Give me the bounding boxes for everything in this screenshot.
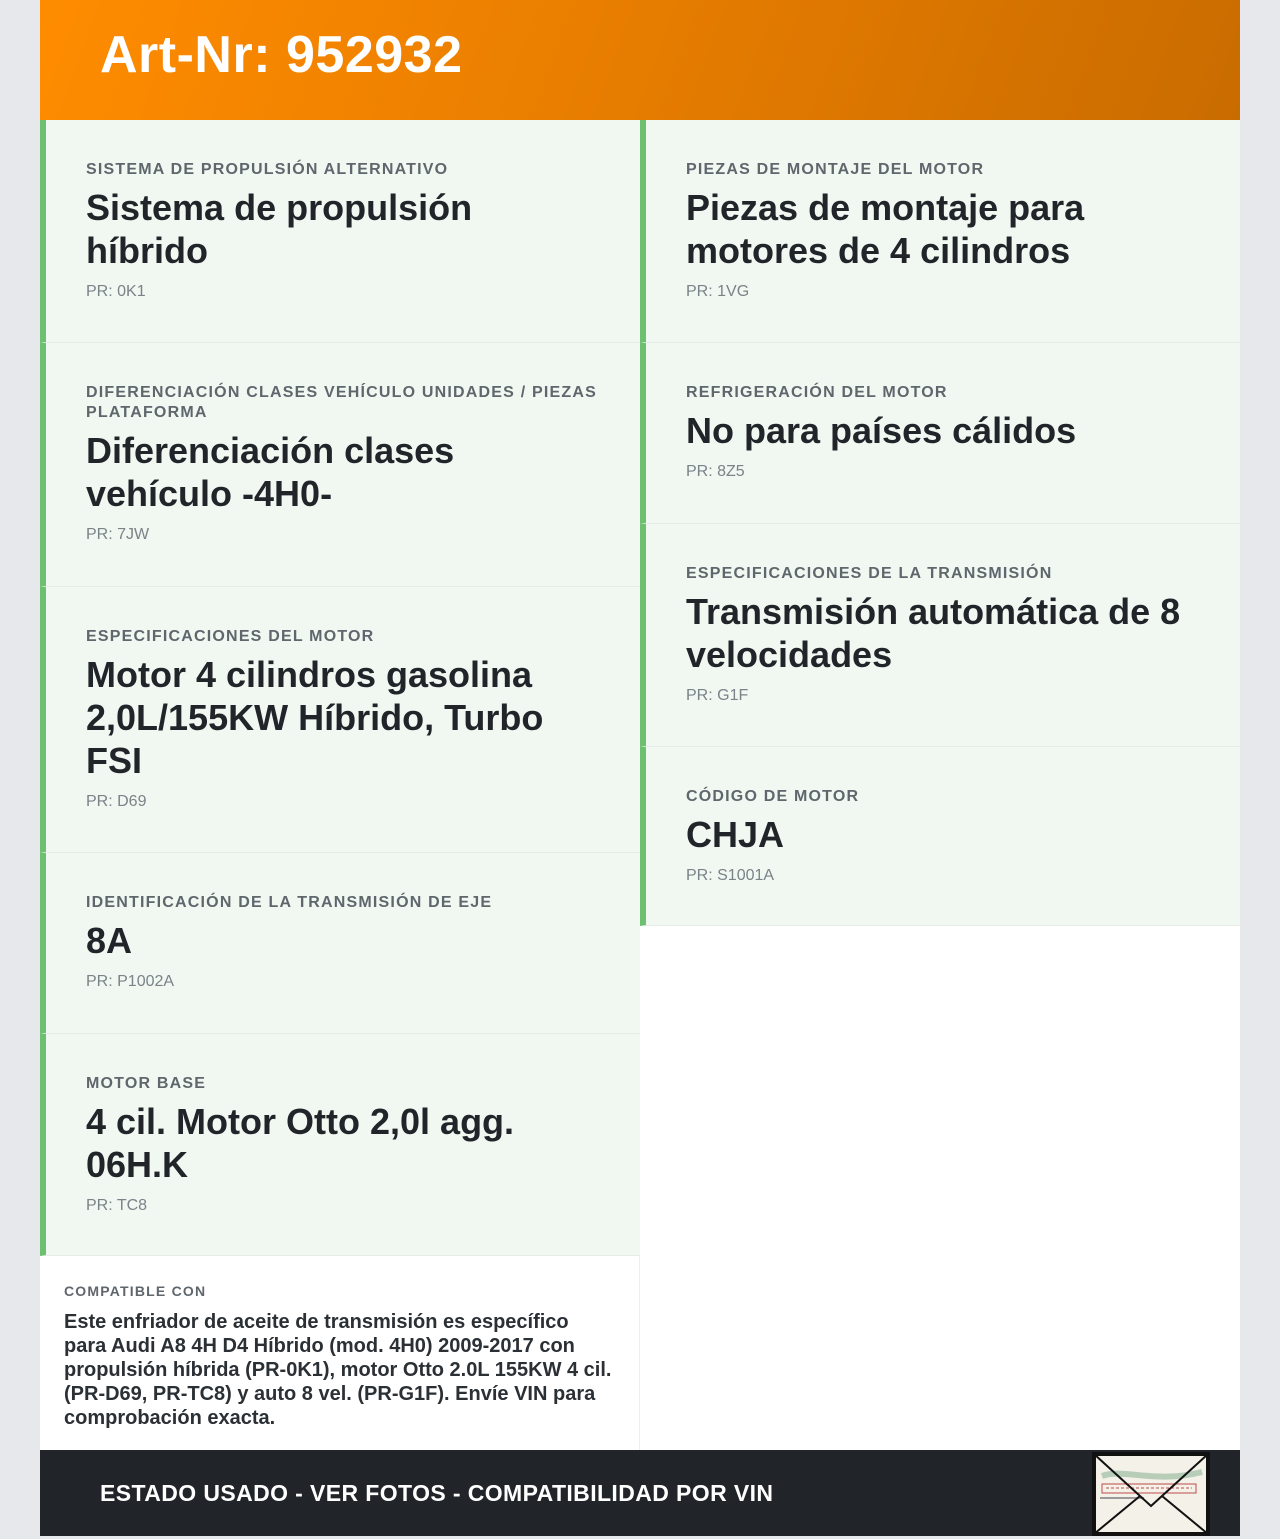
header-bar [40, 0, 1240, 120]
spec-column-right [640, 120, 1240, 926]
envelope-stamp-icon [1092, 1452, 1210, 1536]
spec-pr-code: PR: D69 [86, 793, 147, 810]
spec-card [640, 120, 1240, 343]
article-number-title: Art-Nr: 952932 [100, 26, 463, 84]
spec-label: IDENTIFICACIÓN DE LA TRANSMISIÓN DE EJE [86, 894, 493, 911]
spec-label: DIFERENCIACIÓN CLASES VEHÍCULO UNIDADES / PIEZAS PLATAFORMA [86, 384, 597, 421]
spec-label: ESPECIFICACIONES DEL MOTOR [86, 628, 375, 645]
spec-pr-code: PR: 1VG [686, 283, 750, 300]
spec-card [40, 120, 640, 343]
status-text: ESTADO USADO - VER FOTOS - COMPATIBILIDAD POR VIN [100, 1479, 774, 1506]
spec-card [40, 1034, 640, 1256]
spec-pr-code: PR: G1F [686, 687, 749, 704]
spec-label: REFRIGERACIÓN DEL MOTOR [686, 384, 948, 401]
spec-label: MOTOR BASE [86, 1075, 207, 1092]
compatibility-text: Este enfriador de aceite de transmisión es específico para Audi A8 4H D4 Híbrido (mod. 4H0) 2009-2017 con propulsión híbrida (PR-0K1), motor Otto 2.0L 155KW 4 cil. (PR-D69, PR-TC8) y auto 8 vel. (PR-G1F). Envíe VIN para comprobación exacta. [64, 1311, 612, 1429]
spec-column-left [40, 120, 640, 1256]
spec-value: 4 cil. Motor Otto 2,0l agg. 06H.K [86, 1101, 515, 1185]
spec-label: CÓDIGO DE MOTOR [686, 788, 860, 805]
spec-pr-code: PR: 8Z5 [686, 463, 745, 480]
spec-pr-code: PR: TC8 [86, 1197, 148, 1214]
spec-label: PIEZAS DE MONTAJE DEL MOTOR [686, 161, 985, 178]
spec-pr-code: PR: P1002A [86, 973, 175, 990]
compatibility-label: COMPATIBLE CON [64, 1283, 207, 1299]
spec-card [640, 524, 1240, 747]
compatibility-section [40, 1256, 640, 1450]
spec-value: Sistema de propulsión híbrido [86, 187, 473, 271]
spec-value: Piezas de montaje para motores de 4 cilindros [686, 187, 1085, 271]
spec-label: SISTEMA DE PROPULSIÓN ALTERNATIVO [86, 161, 449, 178]
spec-value: Diferenciación clases vehículo -4H0- [86, 430, 455, 514]
spec-value: CHJA [686, 814, 785, 855]
page [40, 0, 1240, 1536]
spec-value: Transmisión automática de 8 velocidades [686, 591, 1181, 675]
spec-card [640, 747, 1240, 926]
spec-value: No para países cálidos [686, 410, 1077, 451]
spec-value: 8A [86, 920, 133, 961]
spec-card [640, 343, 1240, 524]
footer-bar [40, 1450, 1240, 1536]
spec-pr-code: PR: S1001A [686, 867, 775, 884]
spec-card [40, 853, 640, 1034]
spec-pr-code: PR: 7JW [86, 526, 150, 543]
spec-value: Motor 4 cilindros gasolina 2,0L/155KW Híbrido, Turbo FSI [86, 654, 544, 781]
spec-card [40, 587, 640, 853]
spec-pr-code: PR: 0K1 [86, 283, 146, 300]
spec-card [40, 343, 640, 587]
spec-label: ESPECIFICACIONES DE LA TRANSMISIÓN [686, 565, 1053, 582]
